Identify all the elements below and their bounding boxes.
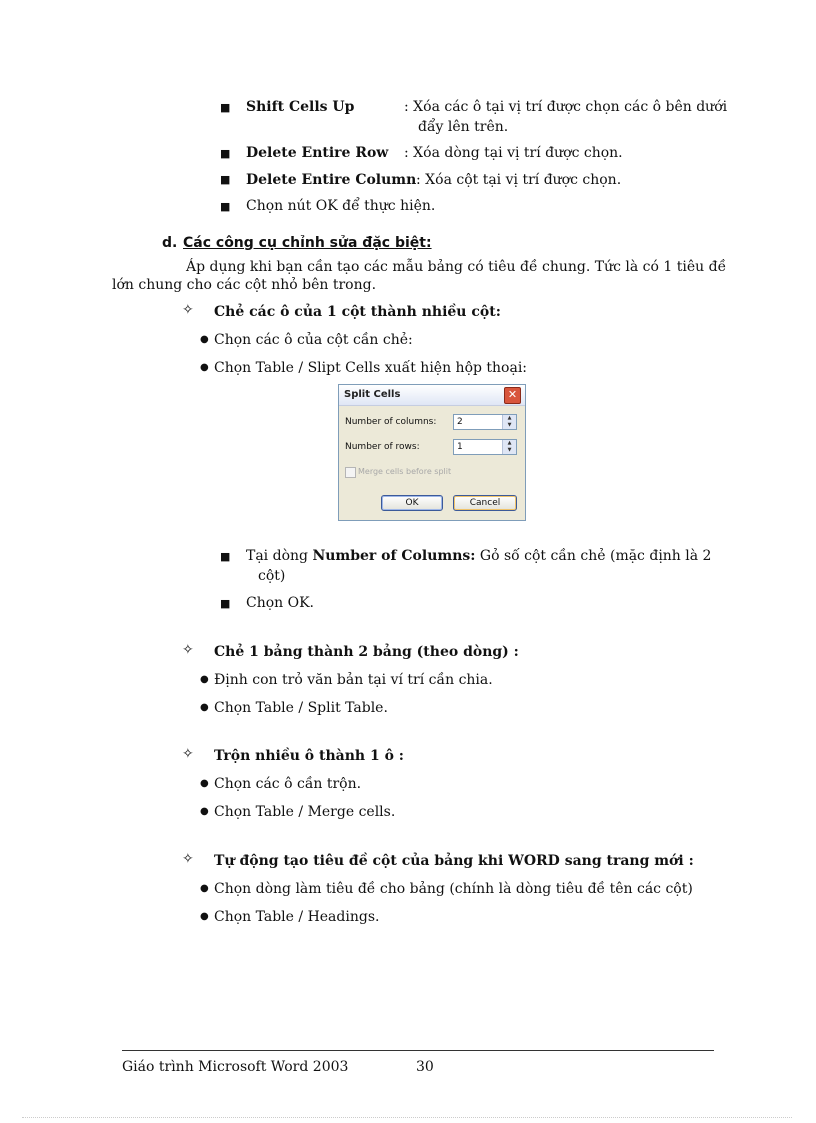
footer-divider — [122, 1050, 714, 1051]
dot-bullet-icon: ● — [200, 702, 209, 713]
split-table-step2: Chọn Table / Split Table. — [214, 700, 388, 716]
split-table-step1: Định con trỏ văn bản tại ví trí cần chia. — [214, 672, 493, 688]
dot-bullet-icon: ● — [200, 674, 209, 685]
page-edge-divider — [22, 1117, 792, 1118]
dot-bullet-icon: ● — [200, 334, 209, 345]
split-cells-dialog — [338, 384, 526, 521]
square-bullet-icon: ■ — [220, 101, 231, 114]
section-title: Các công cụ chỉnh sửa đặc biệt: — [183, 235, 432, 251]
option-plain: Chọn nút OK để thực hiện. — [246, 198, 436, 214]
section-intro-line1: Áp dụng khi bạn cần tạo các mẫu bảng có tiêu đề chung. Tức là có 1 tiêu đề — [186, 259, 727, 275]
dot-bullet-icon: ● — [200, 883, 209, 894]
dialog-title: Split Cells — [344, 389, 401, 400]
note-prefix: Tại dòng — [246, 548, 313, 564]
headings-step1: Chọn dòng làm tiêu đề cho bảng (chính là dòng tiêu đề tên các cột) — [214, 881, 693, 897]
page-number: 30 — [416, 1059, 434, 1075]
spinner-arrows-icon[interactable]: ▲ ▼ — [502, 440, 516, 454]
split-cells-note — [246, 547, 711, 565]
diamond-bullet-icon: ✧ — [182, 851, 194, 867]
spinner-arrows-icon[interactable]: ▲ ▼ — [502, 415, 516, 429]
footer-book-title: Giáo trình Microsoft Word 2003 — [122, 1059, 349, 1075]
merge-checkbox-label: Merge cells before split — [358, 467, 452, 476]
note-bold: Number of Columns: — [312, 548, 476, 564]
split-cells-heading: Chẻ các ô của 1 cột thành nhiều cột: — [214, 304, 501, 320]
option-term: Delete Entire Row — [246, 145, 389, 161]
headings-heading: Tự động tạo tiêu đề cột của bảng khi WORD sang trang mới : — [214, 853, 694, 869]
dot-bullet-icon: ● — [200, 362, 209, 373]
section-intro-line2: lớn chung cho các cột nhỏ bên trong. — [112, 277, 377, 293]
split-cells-note2: Chọn OK. — [246, 595, 315, 611]
dialog-title-bar — [339, 385, 525, 406]
columns-spinner[interactable] — [453, 414, 517, 430]
option-desc-cont: đẩy lên trên. — [418, 119, 509, 135]
square-bullet-icon: ■ — [220, 147, 231, 160]
dot-bullet-icon: ● — [200, 806, 209, 817]
dot-bullet-icon: ● — [200, 911, 209, 922]
square-bullet-icon: ■ — [220, 550, 231, 563]
rows-value: 1 — [457, 442, 463, 452]
ok-button[interactable]: OK — [381, 495, 443, 511]
diamond-bullet-icon: ✧ — [182, 642, 194, 658]
merge-checkbox[interactable] — [345, 467, 356, 478]
rows-label: Number of rows: — [345, 442, 420, 452]
split-cells-step1: Chọn các ô của cột cần chẻ: — [214, 332, 413, 348]
diamond-bullet-icon: ✧ — [182, 302, 194, 318]
option-term: Delete Entire Column — [246, 172, 417, 188]
square-bullet-icon: ■ — [220, 200, 231, 213]
option-desc: : Xóa cột tại vị trí được chọn. — [416, 172, 622, 188]
columns-label: Number of columns: — [345, 417, 437, 427]
split-cells-step2: Chọn Table / Slipt Cells xuất hiện hộp thoại: — [214, 360, 528, 376]
columns-value: 2 — [457, 417, 463, 427]
option-desc: : Xóa các ô tại vị trí được chọn các ô bên dưới — [404, 99, 728, 115]
square-bullet-icon: ■ — [220, 597, 231, 610]
split-table-heading: Chẻ 1 bảng thành 2 bảng (theo dòng) : — [214, 644, 519, 660]
option-term: Shift Cells Up — [246, 99, 355, 115]
note-text: Gỏ số cột cần chẻ (mặc định là 2 — [475, 548, 712, 564]
section-prefix: d. — [162, 235, 178, 251]
dot-bullet-icon: ● — [200, 778, 209, 789]
diamond-bullet-icon: ✧ — [182, 746, 194, 762]
merge-step1: Chọn các ô cần trộn. — [214, 776, 362, 792]
option-desc: : Xóa dòng tại vị trí được chọn. — [404, 145, 623, 161]
merge-step2: Chọn Table / Merge cells. — [214, 804, 396, 820]
square-bullet-icon: ■ — [220, 173, 231, 186]
headings-step2: Chọn Table / Headings. — [214, 909, 380, 925]
cancel-button[interactable]: Cancel — [453, 495, 517, 511]
close-icon[interactable]: ✕ — [504, 387, 521, 404]
merge-heading: Trộn nhiều ô thành 1 ô : — [214, 748, 404, 764]
split-cells-note-cont: cột) — [258, 568, 286, 584]
rows-spinner[interactable] — [453, 439, 517, 455]
